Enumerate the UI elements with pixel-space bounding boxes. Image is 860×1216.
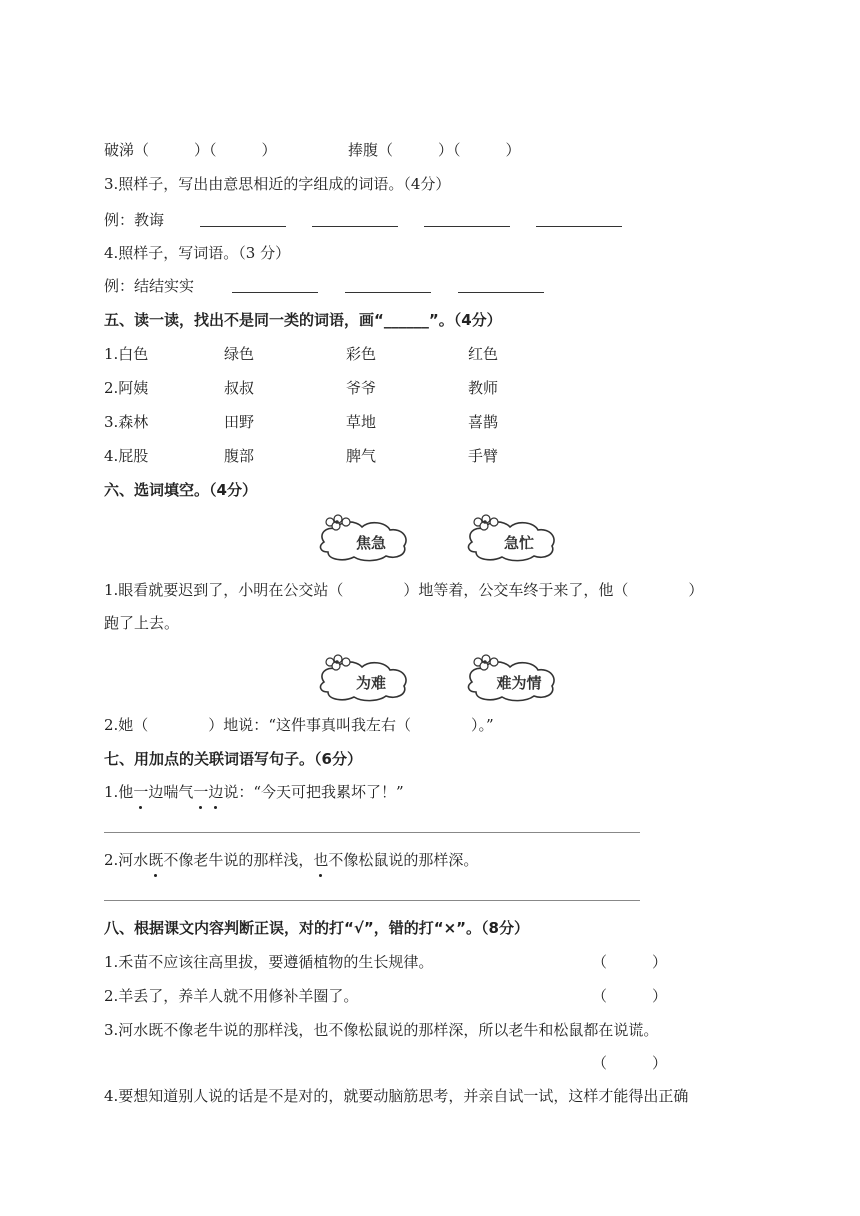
dotted-char: 也 (313, 851, 329, 869)
idiom-row (348, 140, 521, 160)
fill-sentence-1: 1.眼看就要迟到了，小明在公交站（ ）地等着，公交车终于来了，他（ ） (104, 581, 704, 599)
grid-cell: 教师 (468, 379, 499, 397)
writing-line[interactable] (104, 832, 640, 833)
answer-line[interactable] (536, 212, 622, 227)
grid-cell: 3.森林 (104, 413, 149, 431)
judge-paren[interactable]: （ ） (592, 987, 668, 1005)
idiom-word: 破涕 (104, 141, 135, 159)
text: 不像老牛说的那样浅， (163, 851, 314, 869)
grid-cell: 叔叔 (224, 379, 255, 397)
answer-line[interactable] (424, 212, 510, 227)
section-5-title: 五、读一读，找出不是同一类的词语，画“______”。（4分） (104, 311, 502, 329)
answer-line[interactable] (200, 212, 286, 227)
word-cloud (316, 512, 412, 562)
question-4: 4.照样子，写词语。（3 分） (104, 244, 291, 262)
grid-cell: 1.白色 (104, 345, 149, 363)
word-cloud (464, 512, 560, 562)
text: 2.河水 (104, 851, 149, 869)
grid-cell: 2.阿姨 (104, 379, 149, 397)
grid-cell: 彩色 (346, 345, 377, 363)
idiom-row (104, 140, 277, 160)
section-8-title: 八、根据课文内容判断正误，对的打“√”，错的打“×”。（8分） (104, 919, 529, 937)
text: 不像松鼠说的那样深。 (328, 851, 479, 869)
sentence-2 (104, 850, 478, 870)
cloud-word: 为难 (355, 674, 386, 692)
answer-blank[interactable]: （ ） (209, 141, 277, 159)
fill-sentence-2: 2.她（ ）地说：“这件事真叫我左右（ ）。” (104, 716, 494, 734)
word-cloud (316, 652, 412, 702)
writing-line[interactable] (104, 900, 640, 901)
example: 例：结结实实 (104, 277, 195, 295)
dotted-char: 边 (208, 783, 224, 801)
grid-cell: 喜鹊 (468, 413, 499, 431)
judge-item: 3.河水既不像老牛说的那样浅，也不像松鼠说的那样深，所以老牛和松鼠都在说谎。 (104, 1021, 659, 1039)
answer-line[interactable] (345, 278, 431, 293)
grid-cell: 红色 (468, 345, 499, 363)
judge-item: 2.羊丢了，养羊人就不用修补羊圈了。 (104, 987, 359, 1005)
word-cloud (464, 652, 560, 702)
text: 边喘气 (148, 783, 194, 801)
cloud-word: 难为情 (496, 674, 542, 692)
answer-blank[interactable]: （ ） (378, 141, 454, 159)
grid-cell: 脾气 (346, 447, 377, 465)
grid-cell: 手臂 (468, 447, 499, 465)
grid-cell: 绿色 (224, 345, 255, 363)
judge-paren[interactable]: （ ） (592, 953, 668, 971)
judge-item: 4.要想知道别人说的话是不是对的，就要动脑筋思考，并亲自试一试，这样才能得出正确 (104, 1087, 689, 1105)
grid-cell: 草地 (346, 413, 377, 431)
grid-cell: 爷爷 (346, 379, 377, 397)
judge-item: 1.禾苗不应该往高里拔，要遵循植物的生长规律。 (104, 953, 434, 971)
answer-line[interactable] (232, 278, 318, 293)
grid-cell: 田野 (224, 413, 255, 431)
question-3: 3.照样子，写出由意思相近的字组成的词语。（4分） (104, 175, 451, 193)
grid-cell: 腹部 (224, 447, 255, 465)
dotted-char: 既 (148, 851, 164, 869)
sentence-1 (104, 782, 404, 802)
cloud-word: 急忙 (503, 534, 534, 552)
text: 1.他 (104, 783, 134, 801)
dotted-char: 一 (193, 783, 209, 801)
fill-sentence-1-cont: 跑了上去。 (104, 614, 180, 632)
idiom-word: 捧腹 (348, 141, 379, 159)
dotted-char: 一 (133, 783, 149, 801)
section-6-title: 六、选词填空。（4分） (104, 481, 257, 499)
answer-blank[interactable]: （ ） (134, 141, 210, 159)
answer-blank[interactable]: （ ） (453, 141, 521, 159)
text: 说：“今天可把我累坏了！” (223, 783, 404, 801)
answer-line[interactable] (312, 212, 398, 227)
example: 例：教诲 (104, 211, 165, 229)
cloud-word: 焦急 (355, 534, 386, 552)
judge-paren[interactable]: （ ） (592, 1054, 668, 1072)
answer-line[interactable] (458, 278, 544, 293)
section-7-title: 七、用加点的关联词语写句子。（6分） (104, 750, 362, 768)
grid-cell: 4.屁股 (104, 447, 149, 465)
